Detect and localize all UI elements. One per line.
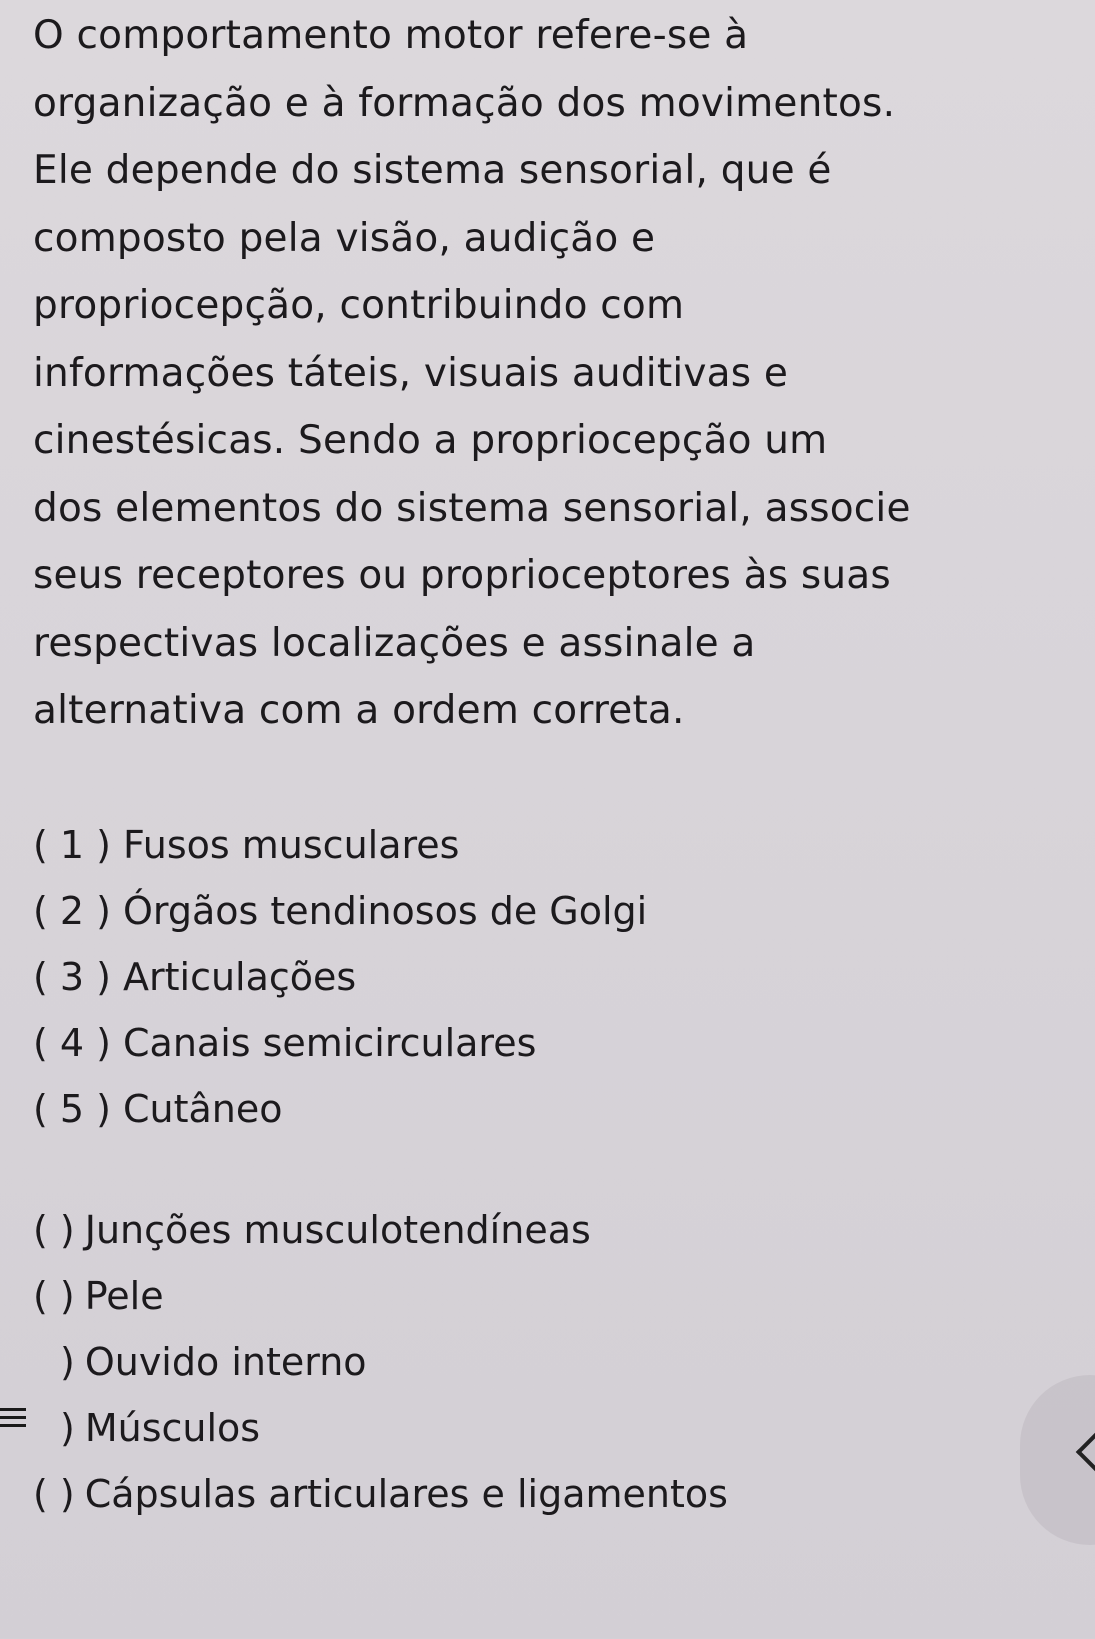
receptor-number: ( 2 ) [33,889,111,933]
question-line: Ele depende do sistema sensorial, que é [33,148,832,193]
location-item [33,1263,728,1329]
location-label: Músculos [84,1406,261,1450]
receptor-item [33,1010,647,1076]
back-gesture-handle[interactable] [1020,1375,1095,1545]
location-label: Junções musculotendíneas [84,1208,591,1252]
menu-icon-bar [0,1408,26,1411]
chevron-left-icon [1076,1431,1095,1473]
location-item [33,1329,728,1395]
receptor-label: Canais semicirculares [123,1021,537,1065]
answer-blank: ) [60,1340,75,1384]
location-item [33,1197,728,1263]
answer-blank: ) [60,1406,75,1450]
question-line: cinestésicas. Sendo a propriocepção um [33,418,828,463]
question-line: informações táteis, visuais auditivas e [33,350,789,396]
question-line: dos elementos do sistema sensorial, associe [33,485,911,531]
question-line: composto pela visão, audição e [33,215,656,261]
receptor-item [33,878,647,944]
receptor-item [33,944,647,1010]
menu-icon-bar [0,1424,26,1427]
location-label: Pele [84,1274,164,1318]
menu-icon[interactable] [0,1408,26,1440]
question-line: respectivas localizações e assinale a [33,620,756,666]
question-line: organização e à formação dos movimentos. [33,80,896,126]
question-line: propriocepção, contribuindo com [33,283,685,328]
receptor-label: Articulações [123,955,357,999]
question-line: seus receptores ou proprioceptores às suas [33,553,891,598]
answer-blank: ( ) [33,1274,75,1318]
location-item [33,1461,728,1527]
location-label: Cápsulas articulares e ligamentos [84,1472,728,1516]
receptor-number: ( 4 ) [33,1021,111,1065]
receptor-item [33,1076,647,1142]
location-item [33,1395,728,1461]
receptor-label: Cutâneo [123,1087,283,1131]
question-line: O comportamento motor refere-se à [33,13,749,58]
question-line: alternativa com a ordem correta. [33,688,685,733]
receptor-number: ( 3 ) [33,955,111,999]
location-label: Ouvido interno [84,1340,367,1384]
answer-blank: ( ) [33,1472,75,1516]
receptor-label: Órgãos tendinosos de Golgi [123,889,648,933]
receptor-list [33,812,647,1142]
receptor-number: ( 5 ) [33,1087,111,1131]
receptor-item [33,812,647,878]
menu-icon-bar [0,1416,26,1419]
receptor-label: Fusos musculares [123,823,460,867]
question-text [33,2,1073,745]
location-list [33,1197,728,1527]
answer-blank: ( ) [33,1208,75,1252]
receptor-number: ( 1 ) [33,823,111,867]
